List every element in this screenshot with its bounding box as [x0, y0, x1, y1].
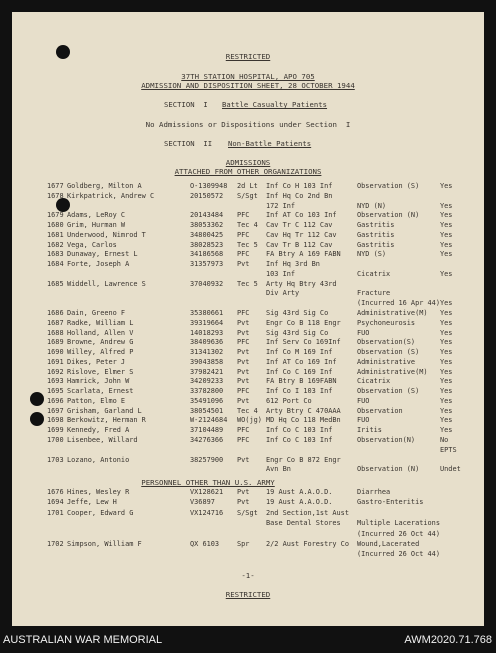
line-of-duty: Yes [440, 377, 453, 386]
diagnosis: Observation (S) [357, 387, 420, 396]
line-of-duty: Yes [440, 250, 453, 259]
diagnosis: Multiple Lacerations [357, 519, 440, 528]
table-row [12, 319, 484, 328]
row-number: 1688 [47, 328, 64, 337]
row-number: 1703 [47, 455, 64, 464]
line-of-duty: Yes [440, 221, 453, 230]
unit: Inf Hq 3rd Bn [266, 260, 320, 269]
table-row [12, 211, 484, 220]
rank: Pvt [237, 488, 250, 496]
table-row [12, 270, 484, 279]
section2-title: Non-Battle Patients [228, 139, 312, 148]
diagnosis: Administrative(M) [357, 367, 428, 376]
patient-name: Grim, Hurman W [67, 221, 126, 230]
patient-name: Hines, Wesley R [67, 488, 130, 496]
line-of-duty: Yes [440, 240, 453, 249]
patient-name: Radke, William L [67, 318, 134, 327]
diagnosis: Wound,Lacerated [357, 540, 420, 548]
rank: Pvt [237, 318, 250, 327]
table-row [12, 488, 484, 497]
unit: Sig 43rd Sig Co [266, 309, 329, 317]
patient-name: Lisenbee, Willard [67, 436, 138, 445]
rank: PFC [237, 426, 250, 435]
admissions-heading: ADMISSIONS [225, 158, 271, 167]
table-row [12, 231, 484, 240]
line-of-duty: Yes [440, 211, 453, 220]
diagnosis: Administrative [357, 357, 416, 366]
row-number: 1681 [47, 230, 64, 239]
serial-number: 35491096 [190, 396, 224, 405]
unit: Cav Tr B 112 Cav [266, 240, 333, 249]
diagnosis: FUO [357, 328, 370, 337]
rank: PFC [237, 230, 250, 239]
serial-number: 35380661 [190, 309, 224, 317]
unit: Inf Co I 103 Inf [266, 387, 333, 396]
unit: Engr Co B 118 Engr [266, 318, 341, 327]
patient-name: Willey, Alfred P [67, 348, 134, 357]
patient-name: Kennedy, Fred A [67, 426, 130, 435]
row-number: 1695 [47, 387, 64, 396]
rank: S/Sgt [237, 508, 258, 517]
rank: Pvt [237, 328, 250, 337]
diagnosis: Iritis [357, 426, 382, 435]
patient-name: Holland, Allen V [67, 328, 134, 337]
rank: PFC [237, 309, 250, 317]
row-number: 1678 [47, 191, 64, 200]
diagnosis: Fracture [357, 289, 391, 298]
diagnosis: Observation(N) [357, 436, 416, 445]
diagnosis: FUO [357, 396, 370, 405]
diagnosis: Diarrhea [357, 488, 391, 496]
table-row [12, 436, 484, 445]
line-of-duty: Undet [440, 465, 461, 474]
serial-number: 20150572 [190, 191, 224, 200]
table-row [12, 387, 484, 396]
row-number: 1684 [47, 260, 64, 269]
hospital-title: 37TH STATION HOSPITAL, APO 705 [181, 72, 315, 81]
unit: 2/2 Aust Forestry Co [266, 540, 349, 548]
serial-number: 39043858 [190, 357, 224, 366]
diagnosis: NYD (N) [357, 201, 387, 210]
serial-number: 38028523 [190, 240, 224, 249]
row-number: 1676 [47, 488, 64, 496]
row-number: 1696 [47, 396, 64, 405]
table-row [12, 192, 484, 201]
table-row [12, 456, 484, 465]
patient-name: Underwood, Nimrod T [67, 230, 146, 239]
table-row [12, 280, 484, 289]
rank: Pvt [237, 260, 250, 269]
serial-number: 34800425 [190, 230, 224, 239]
line-of-duty: Yes [440, 182, 453, 190]
row-number: 1698 [47, 416, 64, 425]
line-of-duty: Yes [440, 338, 453, 347]
serial-number: QX 6103 [190, 540, 220, 548]
unit: Inf AT Co 103 Inf [266, 211, 337, 220]
table-row [12, 530, 484, 539]
diagnosis: NYD (S) [357, 250, 387, 259]
patient-name: Scarlata, Ernest [67, 387, 134, 396]
rank: Pvt [237, 377, 250, 386]
patient-name: Cooper, Edward G [67, 508, 134, 517]
sheet-title: ADMISSION AND DISPOSITION SHEET, 28 OCTOBER 1944 [141, 81, 355, 90]
table-row [12, 498, 484, 507]
serial-number: W-2124684 [190, 416, 228, 425]
unit: 19 Aust A.A.O.D. [266, 498, 333, 507]
row-number: 1697 [47, 406, 64, 415]
rank: Pvt [237, 396, 250, 405]
table-row [12, 221, 484, 230]
unit: 103 Inf [266, 269, 296, 278]
rank: PFC [237, 250, 250, 259]
line-of-duty: Yes [440, 201, 453, 210]
serial-number: 38409636 [190, 338, 224, 347]
serial-number: 38053362 [190, 221, 224, 230]
table-row [12, 397, 484, 406]
diagnosis: Gastro-Enteritis [357, 498, 424, 507]
diagnosis: Observation (N) [357, 211, 420, 220]
patient-name: Dikes, Peter J [67, 357, 126, 366]
archive-name: AUSTRALIAN WAR MEMORIAL [3, 634, 163, 646]
row-number: 1683 [47, 250, 64, 259]
table-row [12, 338, 484, 347]
line-of-duty: Yes [440, 406, 453, 415]
rank: WO(jg) [237, 416, 262, 425]
rank: Pvt [237, 367, 250, 376]
table-row [12, 377, 484, 386]
section1-label: SECTION I [164, 100, 208, 109]
serial-number: 37104489 [190, 426, 224, 435]
diagnosis: Administrative(M) [357, 309, 428, 317]
unit: Arty Hq Btry 43rd [266, 279, 337, 288]
unit: 612 Port Co [266, 396, 312, 405]
table-row [12, 550, 484, 559]
unit: Inf Co M 169 Inf [266, 348, 333, 357]
patient-name: Vega, Carlos [67, 240, 117, 249]
patient-name: Dain, Greeno F [67, 309, 126, 317]
unit: 172 Inf [266, 201, 296, 210]
table-row [12, 299, 484, 308]
patient-name: Dunaway, Ernest L [67, 250, 138, 259]
rank: PFC [237, 338, 250, 347]
row-number: 1686 [47, 309, 64, 317]
line-of-duty: Yes [440, 367, 453, 376]
rank: Tec 4 [237, 406, 258, 415]
line-of-duty: Yes [440, 328, 453, 337]
section1-title: Battle Casualty Patients [222, 100, 328, 109]
restricted-footer: RESTRICTED [225, 590, 271, 599]
patient-name: Browne, Andrew G [67, 338, 134, 347]
table-row [12, 358, 484, 367]
diagnosis: Gastritis [357, 240, 395, 249]
patient-name: Simpson, William F [67, 540, 142, 548]
table-row [12, 250, 484, 259]
serial-number: 34276366 [190, 436, 224, 445]
line-of-duty: Yes [440, 299, 453, 308]
row-number: 1701 [47, 508, 64, 517]
rank: PFC [237, 436, 250, 445]
rank: Pvt [237, 348, 250, 357]
serial-number: V36897 [190, 498, 215, 507]
table-row [12, 368, 484, 377]
line-of-duty: Yes [440, 357, 453, 366]
restricted-header: RESTRICTED [225, 52, 271, 61]
table-row [12, 426, 484, 435]
line-of-duty: Yes [440, 309, 453, 317]
unit: Cav Tr C 112 Cav [266, 221, 333, 230]
line-of-duty: Yes [440, 269, 453, 278]
unit: MD Hq Co 118 MedBn [266, 416, 341, 425]
diagnosis: (Incurred 26 Oct 44) [357, 550, 440, 559]
unit: Inf Co C 169 Inf [266, 367, 333, 376]
diagnosis: Observation (S) [357, 182, 420, 190]
patient-name: Forte, Joseph A [67, 260, 130, 269]
rank: Pvt [237, 455, 250, 464]
personnel-heading: PERSONNEL OTHER THAN U.S. ARMY [141, 478, 275, 487]
unit: Div Arty [266, 289, 300, 298]
unit: Inf Co C 103 Inf [266, 436, 333, 445]
diagnosis: Gastritis [357, 230, 395, 239]
row-number: 1693 [47, 377, 64, 386]
archive-footer-bar [0, 626, 496, 653]
row-number: 1682 [47, 240, 64, 249]
patient-name: Widdell, Lawrence S [67, 279, 146, 288]
serial-number: 37982421 [190, 367, 224, 376]
table-row [12, 348, 484, 357]
row-number: 1685 [47, 279, 64, 288]
diagnosis: Gastritis [357, 221, 395, 230]
rank: Tec 4 [237, 221, 258, 230]
patient-name: Hamrick, John W [67, 377, 130, 386]
no-admissions-note: No Admissions or Dispositions under Section I [145, 120, 351, 129]
unit: Cav Hq Tr 112 Cav [266, 230, 337, 239]
row-number: 1687 [47, 318, 64, 327]
patient-name: Grisham, Garland L [67, 406, 142, 415]
unit: Inf Serv Co 169Inf [266, 338, 341, 347]
table-row [12, 202, 484, 211]
line-of-duty: EPTS [440, 445, 457, 454]
diagnosis: Psychoneurosis [357, 318, 416, 327]
serial-number: 38054501 [190, 406, 224, 415]
diagnosis: Observation [357, 406, 403, 415]
row-number: 1690 [47, 348, 64, 357]
diagnosis: Cicatrix [357, 377, 391, 386]
line-of-duty: Yes [440, 416, 453, 425]
rank: PFC [237, 211, 250, 220]
unit: FA Btry B 169FABN [266, 377, 337, 386]
row-number: 1691 [47, 357, 64, 366]
patient-name: Adams, LeRoy C [67, 211, 126, 220]
diagnosis: Cicatrix [357, 269, 391, 278]
serial-number: 20143484 [190, 211, 224, 220]
serial-number: 39319664 [190, 318, 224, 327]
row-number: 1689 [47, 338, 64, 347]
rank: Tec 5 [237, 279, 258, 288]
patient-name: Rislove, Elmer S [67, 367, 134, 376]
unit: Sig 43rd Sig Co [266, 328, 329, 337]
row-number: 1680 [47, 221, 64, 230]
serial-number: 34186568 [190, 250, 224, 259]
line-of-duty: No [440, 436, 449, 445]
line-of-duty: Yes [440, 387, 453, 396]
table-row [12, 182, 484, 191]
diagnosis: Observation (N) [357, 465, 420, 474]
archive-reference: AWM2020.71.768 [404, 634, 492, 646]
diagnosis: FUO [357, 416, 370, 425]
serial-number: 34209233 [190, 377, 224, 386]
diagnosis: Observation(S) [357, 338, 416, 347]
rank: Spr [237, 540, 250, 548]
rank: Pvt [237, 357, 250, 366]
serial-number: 38257900 [190, 455, 224, 464]
table-row [12, 416, 484, 425]
table-row [12, 329, 484, 338]
unit: Inf Hq Co 2nd Bn [266, 191, 333, 200]
row-number: 1692 [47, 367, 64, 376]
diagnosis: (Incurred 26 Oct 44) [357, 529, 440, 538]
patient-name: Goldberg, Milton A [67, 182, 142, 190]
unit: 2nd Section,1st Aust [266, 508, 349, 517]
line-of-duty: Yes [440, 230, 453, 239]
diagnosis: (Incurred 16 Apr 44) [357, 299, 440, 308]
section2-label: SECTION II [164, 139, 213, 148]
unit: Inf AT Co 169 Inf [266, 357, 337, 366]
serial-number: VX128621 [190, 488, 224, 496]
serial-number: 14018293 [190, 328, 224, 337]
unit: FA Btry A 169 FABN [266, 250, 341, 259]
line-of-duty: Yes [440, 318, 453, 327]
unit: Inf Co H 103 Inf [266, 182, 333, 190]
table-row [12, 540, 484, 549]
patient-name: Lozano, Antonio [67, 455, 130, 464]
table-row [12, 446, 484, 455]
unit: Arty Btry C 470AAA [266, 406, 341, 415]
unit: Base Dental Stores [266, 519, 341, 528]
row-number: 1679 [47, 211, 64, 220]
diagnosis: Observation (S) [357, 348, 420, 357]
row-number: 1702 [47, 540, 64, 548]
unit: 19 Aust A.A.O.D. [266, 488, 333, 496]
table-row [12, 407, 484, 416]
row-number: 1694 [47, 498, 64, 507]
table-row [12, 465, 484, 474]
table-row [12, 260, 484, 269]
line-of-duty: Yes [440, 426, 453, 435]
table-row [12, 309, 484, 318]
unit: Engr Co B 872 Engr [266, 455, 341, 464]
attached-heading: ATTACHED FROM OTHER ORGANIZATIONS [174, 167, 322, 176]
table-row [12, 519, 484, 528]
document-page [12, 12, 484, 626]
page-number: -1- [241, 571, 255, 580]
patient-name: Jeffe, Lew H [67, 498, 117, 507]
serial-number: 33782800 [190, 387, 224, 396]
table-row [12, 289, 484, 298]
unit: Inf Co C 103 Inf [266, 426, 333, 435]
rank: PFC [237, 387, 250, 396]
row-number: 1700 [47, 436, 64, 445]
rank: Pvt [237, 498, 250, 507]
serial-number: 37040932 [190, 279, 224, 288]
rank: 2d Lt [237, 182, 258, 190]
serial-number: 31357973 [190, 260, 224, 269]
line-of-duty: Yes [440, 348, 453, 357]
row-number: 1699 [47, 426, 64, 435]
line-of-duty: Yes [440, 396, 453, 405]
row-number: 1677 [47, 182, 64, 190]
rank: S/Sgt [237, 191, 258, 200]
rank: Tec 5 [237, 240, 258, 249]
serial-number: O-1309948 [190, 182, 228, 190]
table-row [12, 509, 484, 518]
serial-number: 31341302 [190, 348, 224, 357]
patient-name: Kirkpatrick, Andrew C [67, 191, 155, 200]
patient-name: Patton, Elmo E [67, 396, 126, 405]
serial-number: VX124716 [190, 508, 224, 517]
unit: Avn Bn [266, 465, 291, 474]
patient-name: Berkowitz, Herman R [67, 416, 146, 425]
table-row [12, 241, 484, 250]
